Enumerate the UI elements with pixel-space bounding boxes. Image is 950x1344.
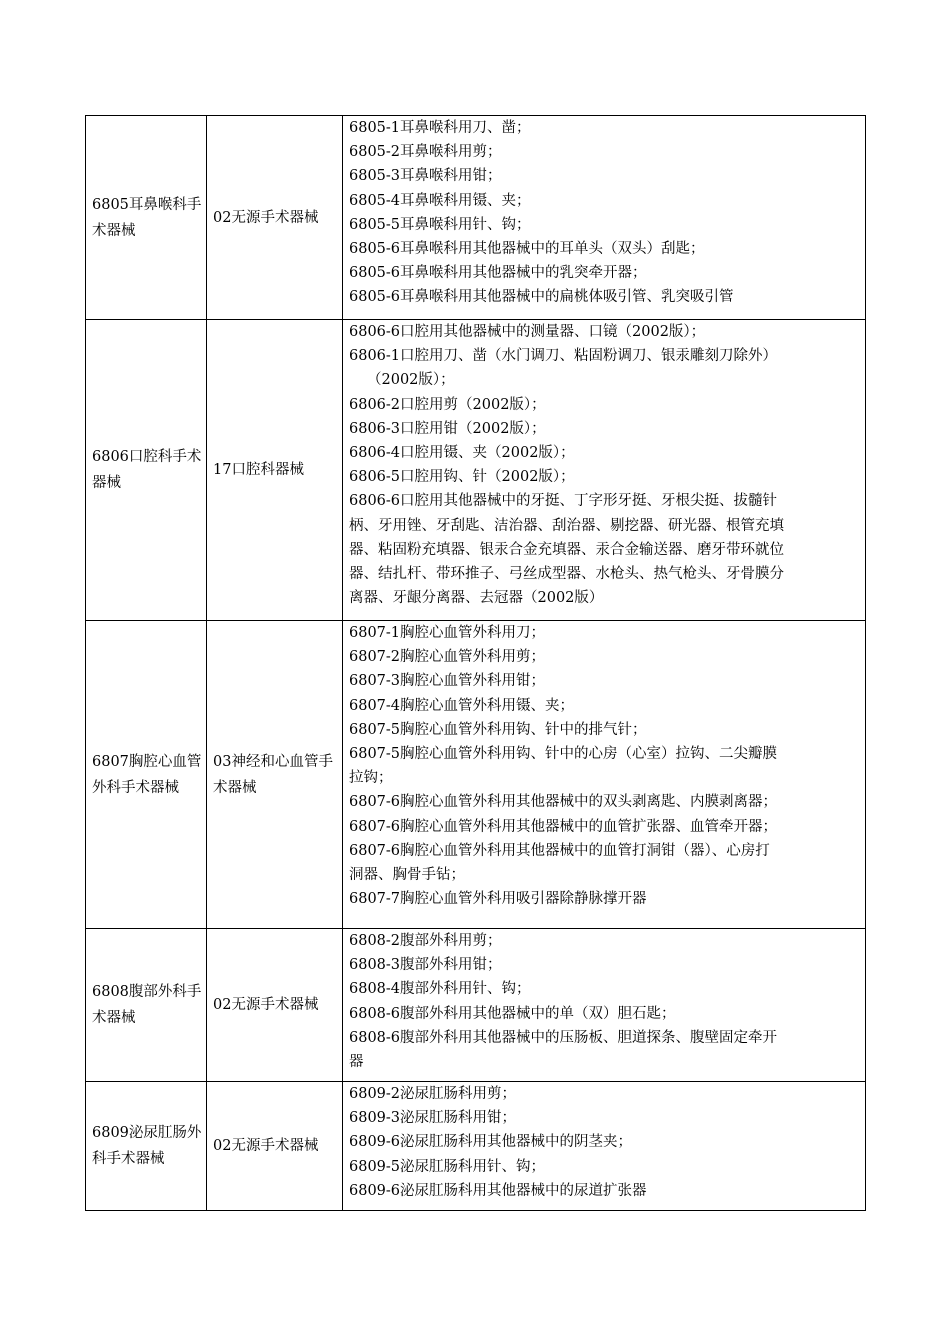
list-item: 柄、牙用锉、牙刮匙、洁治器、刮治器、剔挖器、研光器、根管充填 (349, 517, 784, 534)
list-item: 6806-1口腔用刀、凿（水门调刀、粘固粉调刀、银汞雕刻刀除外） (349, 348, 778, 365)
list-item: 6807-6胸腔心血管外科用其他器械中的血管扩张器、血管牵开器； (349, 818, 778, 835)
list-item: 6805-3耳鼻喉科用钳； (349, 168, 502, 185)
list-item: 6807-5胸腔心血管外科用钩、针中的心房（心室）拉钩、二尖瓣膜 (349, 746, 778, 763)
row-category: 02无源手术器械 (213, 997, 319, 1013)
table-row (86, 929, 866, 1082)
list-item: 器、粘固粉充填器、银汞合金充填器、汞合金输送器、磨牙带环就位 (349, 541, 784, 558)
list-item: 洞器、胸骨手钻； (349, 867, 465, 884)
items-cell (343, 116, 866, 320)
table-row (86, 621, 866, 929)
list-item: 6806-4口腔用镊、夹（2002版）； (349, 445, 575, 462)
category-cell (207, 929, 343, 1082)
list-item: 6809-6泌尿肛肠科用其他器械中的阴茎夹； (349, 1134, 633, 1151)
list-item: 6809-2泌尿肛肠科用剪； (349, 1086, 517, 1102)
list-item: 6807-7胸腔心血管外科用吸引器除静脉撑开器 (349, 891, 647, 908)
items-cell (343, 320, 866, 621)
category-cell (207, 1082, 343, 1211)
list-item: 6805-6耳鼻喉科用其他器械中的耳单头（双头）刮匙； (349, 241, 705, 258)
list-item: 6805-2耳鼻喉科用剪； (349, 144, 502, 161)
row-code: 6809泌尿肛肠外科手术器械 (92, 1125, 202, 1167)
items-cell (343, 621, 866, 929)
code-cell (86, 621, 207, 929)
items-cell (343, 929, 866, 1082)
list-item: 6808-4腹部外科用针、钩； (349, 981, 531, 998)
list-item: 离器、牙龈分离器、去冠器（2002版） (349, 590, 604, 607)
list-item: 器 (349, 1054, 364, 1071)
list-item: 6806-3口腔用钳（2002版）； (349, 420, 546, 437)
list-item: 6805-6耳鼻喉科用其他器械中的乳突牵开器； (349, 265, 647, 282)
category-cell (207, 116, 343, 320)
list-item: 6809-3泌尿肛肠科用钳； (349, 1110, 517, 1127)
code-cell (86, 1082, 207, 1211)
table-row (86, 116, 866, 320)
code-cell (86, 929, 207, 1082)
list-item: 6807-1胸腔心血管外科用刀； (349, 625, 546, 641)
list-item: 6808-2腹部外科用剪； (349, 933, 502, 949)
list-item: （2002版）； (367, 372, 455, 389)
list-item: 6807-6胸腔心血管外科用其他器械中的双头剥离匙、内膜剥离器； (349, 794, 778, 811)
table-row (86, 320, 866, 621)
row-category: 02无源手术器械 (213, 209, 319, 226)
row-code: 6807胸腔心血管外科手术器械 (92, 753, 202, 796)
list-item: 6809-5泌尿肛肠科用针、钩； (349, 1158, 546, 1175)
list-item: 6807-2胸腔心血管外科用剪； (349, 649, 546, 666)
row-category: 02无源手术器械 (213, 1138, 319, 1154)
code-cell (86, 320, 207, 621)
items-cell (343, 1082, 866, 1211)
list-item: 拉钩； (349, 770, 393, 787)
list-item: 6808-3腹部外科用钳； (349, 957, 502, 974)
list-item: 6806-5口腔用钩、针（2002版）； (349, 469, 575, 486)
device-catalog-table (85, 115, 866, 1211)
list-item: 6808-6腹部外科用其他器械中的压肠板、胆道探条、腹壁固定牵开 (349, 1029, 778, 1046)
list-item: 器、结扎杆、带环推子、弓丝成型器、水枪头、热气枪头、牙骨膜分 (349, 566, 784, 583)
list-item: 6805-6耳鼻喉科用其他器械中的扁桃体吸引管、乳突吸引管 (349, 289, 734, 306)
row-code: 6805耳鼻喉科手术器械 (92, 196, 202, 239)
category-cell (207, 621, 343, 929)
list-item: 6808-6腹部外科用其他器械中的单（双）胆石匙； (349, 1005, 676, 1022)
list-item: 6807-5胸腔心血管外科用钩、针中的排气针； (349, 721, 647, 738)
row-code: 6806口腔科手术器械 (92, 449, 202, 491)
list-item: 6806-2口腔用剪（2002版）； (349, 396, 546, 413)
list-item: 6809-6泌尿肛肠科用其他器械中的尿道扩张器 (349, 1182, 647, 1199)
code-cell (86, 116, 207, 320)
list-item: 6805-4耳鼻喉科用镊、夹； (349, 192, 531, 209)
list-item: 6805-5耳鼻喉科用针、钩； (349, 216, 531, 233)
row-code: 6808腹部外科手术器械 (92, 984, 202, 1026)
row-category: 17口腔科器械 (213, 462, 304, 478)
list-item: 6805-1耳鼻喉科用刀、凿； (349, 120, 531, 136)
table-row (86, 1082, 866, 1211)
row-category: 03神经和心血管手术器械 (213, 753, 333, 796)
list-item: 6807-3胸腔心血管外科用钳； (349, 673, 546, 690)
list-item: 6807-4胸腔心血管外科用镊、夹； (349, 697, 575, 714)
list-item: 6807-6胸腔心血管外科用其他器械中的血管打洞钳（器）、心房打 (349, 842, 770, 859)
category-cell (207, 320, 343, 621)
list-item: 6806-6口腔用其他器械中的牙挺、丁字形牙挺、牙根尖挺、拔髓针 (349, 493, 778, 510)
list-item: 6806-6口腔用其他器械中的测量器、口镜（2002版）； (349, 324, 706, 340)
